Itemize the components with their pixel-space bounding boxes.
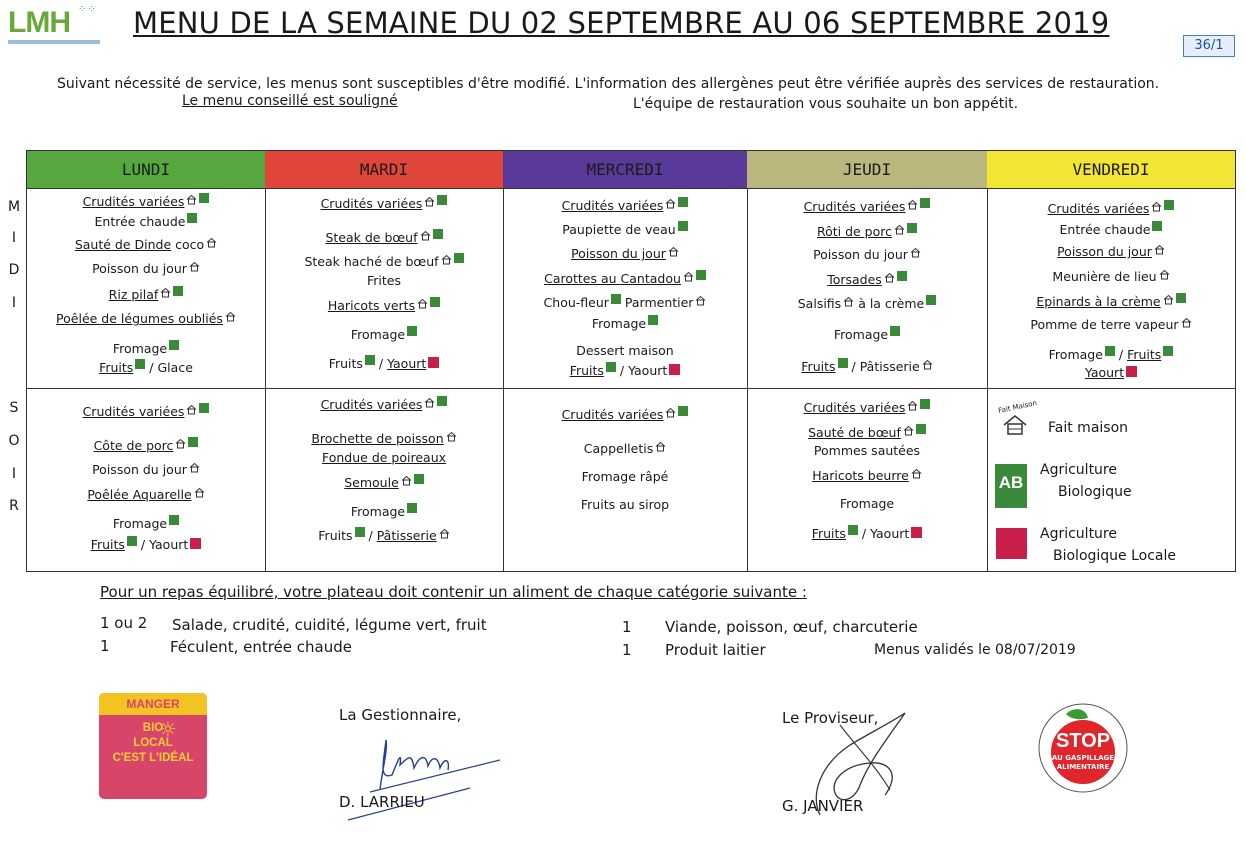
legend-local-line1: Agriculture: [1040, 526, 1117, 542]
menu-item: [747, 468, 987, 483]
dish-name: Fromage: [833, 327, 889, 342]
menu-item: [987, 317, 1235, 332]
ab-bio-icon: [1152, 221, 1162, 231]
dish-name: Crudités variées: [1047, 201, 1150, 216]
menu-item: [987, 293, 1235, 309]
soir-cell-lundi: [27, 151, 265, 571]
manger-line2: LOCAL: [133, 737, 173, 749]
dish-name: Sauté de bœuf: [808, 425, 901, 440]
house-icon: [186, 404, 197, 415]
menu-item: [987, 365, 1235, 380]
dish-name: Fruits: [569, 363, 604, 378]
dish-name: Crudités variées: [561, 407, 664, 422]
day-header-lundi: LUNDI: [27, 151, 265, 188]
house-icon: [655, 441, 666, 452]
dish-separator: /: [136, 537, 150, 552]
fait-maison-stamp: [997, 399, 1038, 439]
proviseur-name: G. JANVIER: [782, 797, 864, 815]
manger-bio-logo: [99, 693, 207, 799]
manger-line1: BIO: [142, 722, 164, 734]
legend-fait-maison: Fait maison: [1048, 420, 1129, 436]
dish-name: Chou-fleur: [543, 295, 609, 310]
ab-bio-icon: [678, 406, 688, 416]
dish-name: Fruits: [811, 526, 846, 541]
side-letter: O: [8, 433, 20, 449]
house-icon: [1151, 201, 1162, 212]
dish-name: Crudités variées: [561, 198, 664, 213]
week-badge: 36/1: [1183, 35, 1235, 57]
house-icon: [189, 462, 200, 473]
house-icon: [911, 468, 922, 479]
dish-name: Poisson du jour: [92, 261, 187, 276]
house-icon: [439, 528, 450, 539]
menu-item: [27, 462, 265, 477]
dish-name: Crudités variées: [320, 196, 423, 211]
midi-cell-vendredi: [987, 151, 1235, 571]
dish-separator: /: [615, 363, 629, 378]
dish-separator: /: [857, 526, 871, 541]
menu-item: [265, 474, 503, 490]
menu-item: [265, 450, 503, 465]
dish-name: Côte de porc: [93, 438, 174, 453]
menus-valides: Menus validés le 08/07/2019: [874, 642, 1076, 658]
dish-name: Crudités variées: [82, 194, 185, 209]
cat-qty: 1: [622, 641, 632, 659]
dish-name: Haricots verts: [327, 298, 416, 313]
ab-bio-icon: [127, 536, 137, 546]
local-bio-icon: [190, 538, 201, 549]
dish-name-alt: Glace: [157, 360, 193, 375]
ab-logo-text: AB: [998, 473, 1024, 492]
side-letter: I: [11, 466, 17, 482]
cat-label: Produit laitier: [665, 641, 766, 659]
logo-dots-icon: ⁘⁘: [78, 4, 97, 15]
dish-separator: /: [145, 360, 158, 375]
dish-name: Fondue de poireaux: [321, 450, 447, 465]
proviseur-title: Le Proviseur,: [782, 709, 879, 727]
house-icon: [1154, 244, 1165, 255]
dish-name: Poêlée de légumes oubliés: [56, 311, 223, 326]
house-icon: [1163, 294, 1174, 305]
dish-name-alt: Yaourt: [149, 537, 189, 552]
dish-name: Entrée chaude: [94, 214, 186, 229]
dish-name: Crudités variées: [803, 199, 906, 214]
menu-item: [265, 503, 503, 519]
dish-name-alt: Pâtisserie: [859, 359, 920, 374]
ab-bio-icon: [188, 437, 198, 447]
dish-name: Pomme de terre vapeur: [1030, 317, 1179, 332]
menu-item: [987, 200, 1235, 216]
sun-icon: ☼: [159, 717, 177, 741]
menu-item: [27, 487, 265, 502]
equilibre-heading: Pour un repas équilibré, votre plateau doit contenir un aliment de chaque catégorie suivante :: [100, 583, 807, 601]
menu-item: [987, 346, 1235, 362]
local-bio-icon: [996, 528, 1027, 559]
dish-name: Salsifis: [797, 296, 842, 311]
menu-item: [987, 269, 1235, 284]
gestionnaire-name: D. LARRIEU: [339, 793, 425, 811]
gestionnaire-title: La Gestionnaire,: [339, 706, 462, 724]
dish-name: Fromage: [1048, 347, 1103, 362]
dish-name: Pommes sautées: [813, 443, 921, 458]
logo-underline: [8, 40, 100, 44]
soir-cell-mercredi: [503, 151, 747, 571]
menu-item: [503, 406, 747, 422]
ab-bio-icon: [437, 396, 447, 406]
stop-sub1: AU GASPILLAGE: [1051, 754, 1115, 762]
cat-label: Viande, poisson, œuf, charcuterie: [665, 618, 918, 636]
menu-item: [265, 431, 503, 446]
side-letter: D: [8, 262, 20, 278]
dish-name-alt: Yaourt: [387, 356, 427, 371]
menu-item: [747, 525, 987, 541]
menu-item: [747, 496, 987, 511]
soir-cell-mardi: [265, 151, 503, 571]
dish-name: Riz pilaf: [108, 287, 159, 302]
dish-name: Paupiette de veau: [562, 222, 676, 237]
cat-label: Féculent, entrée chaude: [170, 638, 352, 656]
dish-name: Haricots beurre: [812, 468, 909, 483]
dish-name: Poêlée Aquarelle: [87, 487, 192, 502]
dish-name-alt: Fruits: [1127, 347, 1162, 362]
dish-name: Fromage: [350, 327, 406, 342]
side-letter: I: [11, 230, 17, 246]
ab-logo: [995, 464, 1027, 508]
dish-name: Crudités variées: [320, 397, 423, 412]
side-letter: R: [9, 498, 19, 514]
house-icon: [903, 425, 914, 436]
intro-text: Suivant nécessité de service, les menus sont susceptibles d'être modifié. L'information des allergènes peut être vérifiée auprès des services de restauration.: [57, 76, 1160, 92]
side-letter: M: [7, 199, 21, 215]
logo-text: LMH: [8, 6, 70, 39]
ab-bio-icon: [916, 424, 926, 434]
dish-name: Crudités variées: [82, 404, 185, 419]
dish-name: Fromage: [591, 316, 647, 331]
day-header-mardi: MARDI: [265, 151, 503, 188]
stop-text: STOP: [1055, 730, 1111, 752]
dish-name: Fromage: [350, 504, 406, 519]
dish-name: Yaourt: [1084, 365, 1125, 380]
dish-name: Fruits: [328, 356, 363, 371]
menu-item: [503, 497, 747, 512]
menu-item: [27, 403, 265, 419]
dish-name-alt: Parmentier: [624, 295, 694, 310]
dish-name: Rôti de porc: [816, 224, 893, 239]
house-icon: [401, 475, 412, 486]
side-letter: I: [11, 295, 17, 311]
legend-bio-line2: Biologique: [1058, 484, 1132, 500]
menu-item: [987, 221, 1235, 237]
ab-bio-icon: [920, 399, 930, 409]
ab-bio-icon: [1163, 346, 1173, 356]
house-icon: [1181, 317, 1192, 328]
dish-name: Fromage: [112, 516, 168, 531]
dish-name: Poisson du jour: [1057, 244, 1152, 259]
house-icon: [907, 400, 918, 411]
menu-item: [265, 527, 503, 543]
dish-name-alt: à la crème: [858, 296, 925, 311]
dish-name: Fruits: [90, 537, 125, 552]
cat-qty: 1 ou 2: [100, 614, 148, 632]
menu-item: [747, 399, 987, 415]
manger-label: MANGER: [99, 693, 207, 715]
dish-name: Fruits: [801, 359, 836, 374]
ab-bio-icon: [414, 474, 424, 484]
house-icon: [446, 431, 457, 442]
dish-name: Fromage râpé: [581, 469, 669, 484]
dish-name-alt: Yaourt: [628, 363, 668, 378]
school-logo: [8, 4, 100, 46]
cat-qty: 1: [622, 618, 632, 636]
dish-separator: /: [1114, 347, 1128, 362]
menu-item: [747, 443, 987, 458]
menu-item: [747, 424, 987, 440]
menu-item: [265, 396, 503, 412]
menu-item: [503, 469, 747, 484]
stop-gaspillage-logo: [1036, 700, 1130, 794]
dish-name: Sauté de Dinde: [74, 237, 172, 252]
manger-body: [103, 721, 203, 766]
dish-name: Fruits: [99, 360, 134, 375]
dish-name: Steak haché de bœuf: [304, 254, 439, 269]
legend-bio-line1: Agriculture: [1040, 462, 1117, 478]
dish-name: Meunière de lieu: [1052, 269, 1157, 284]
ab-bio-icon: [355, 527, 365, 537]
soir-cell-jeudi: [747, 151, 987, 571]
local-bio-icon: [1126, 366, 1137, 377]
dish-name: Carottes au Cantadou: [544, 271, 681, 286]
ab-bio-icon: [169, 515, 179, 525]
menu-grid: [26, 150, 1236, 572]
dish-name: Cappelletis: [583, 441, 654, 456]
ab-bio-icon: [1176, 293, 1186, 303]
bon-appetit: L'équipe de restauration vous souhaite un bon appétit.: [633, 96, 1019, 112]
dish-name: Frites: [367, 273, 401, 288]
menu-item: [27, 536, 265, 552]
manger-line3: C'EST L'IDÉAL: [112, 752, 194, 764]
day-header-vendredi: VENDREDI: [987, 151, 1235, 188]
dish-name: Epinards à la crème: [1036, 294, 1161, 309]
dish-separator: /: [374, 356, 388, 371]
house-icon: [194, 487, 205, 498]
dish-separator: /: [364, 528, 377, 543]
fait-maison-stamp-text: Fait Maison: [997, 399, 1038, 415]
dish-name: Fromage: [839, 496, 895, 511]
dish-name: Poisson du jour: [92, 462, 187, 477]
stop-sub2: ALIMENTAIRE: [1056, 763, 1110, 771]
dish-name: Brochette de poisson: [311, 431, 444, 446]
cat-label: Salade, crudité, cuidité, légume vert, fruit: [172, 616, 487, 634]
ab-bio-icon: [1164, 200, 1174, 210]
legend-local-line2: Biologique Locale: [1053, 548, 1177, 564]
menu-item: [503, 441, 747, 456]
menu-item: [27, 515, 265, 531]
ab-bio-icon: [848, 525, 858, 535]
dish-name: Poisson du jour: [813, 247, 908, 262]
dish-separator: /: [847, 359, 860, 374]
day-header-jeudi: JEUDI: [747, 151, 987, 188]
conseil-note: Le menu conseillé est souligné: [182, 93, 398, 109]
dish-name: Torsades: [827, 272, 882, 287]
local-bio-icon: [911, 527, 922, 538]
house-icon: [424, 397, 435, 408]
menu-item: [987, 244, 1235, 259]
dish-name: Fruits: [318, 528, 353, 543]
side-letter: S: [9, 400, 19, 416]
house-icon: [1159, 269, 1170, 280]
dish-name: Dessert maison: [576, 343, 674, 358]
dish-extra: coco: [171, 237, 205, 252]
day-header-mercredi: MERCREDI: [503, 151, 747, 188]
dish-name: Fruits au sirop: [580, 497, 670, 512]
ab-bio-icon: [199, 403, 209, 413]
dish-name-alt: Yaourt: [870, 526, 910, 541]
dish-name: Poisson du jour: [571, 246, 666, 261]
ab-bio-icon: [1105, 346, 1115, 356]
dish-name: Crudités variées: [803, 400, 906, 415]
dish-name: Fromage: [112, 341, 168, 356]
house-icon: [175, 438, 186, 449]
dish-name-alt: Pâtisserie: [376, 528, 437, 543]
dish-name: Entrée chaude: [1059, 222, 1151, 237]
dish-name: Steak de bœuf: [325, 230, 418, 245]
dish-name: Semoule: [344, 475, 399, 490]
menu-item: [27, 437, 265, 453]
ab-bio-icon: [407, 503, 417, 513]
house-icon: [665, 407, 676, 418]
cat-qty: 1: [100, 637, 110, 655]
page-title: MENU DE LA SEMAINE DU 02 SEPTEMBRE AU 06 SEPTEMBRE 2019: [133, 6, 1110, 40]
